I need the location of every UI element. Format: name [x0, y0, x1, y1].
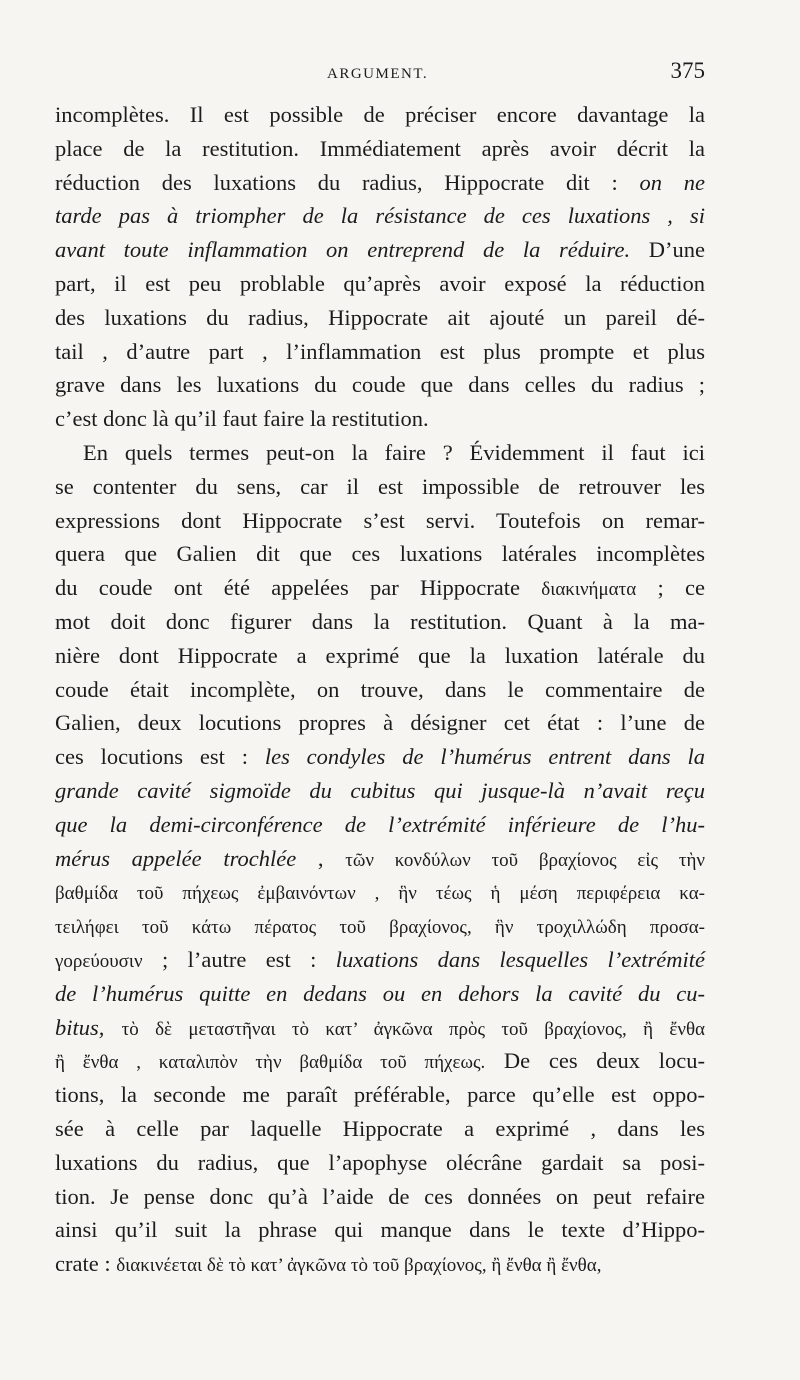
- greek-text: διακινήματα: [541, 579, 637, 601]
- text-segment: luxations du radius, que l’apophyse olécrâne gardait sa posi-: [55, 1149, 705, 1175]
- text-line: [55, 1146, 705, 1180]
- italic-text: on ne: [639, 169, 705, 195]
- text-line: [55, 1011, 705, 1045]
- text-line: [55, 1078, 705, 1112]
- text-segment: En quels termes peut-on la faire ? Évidemment il faut ici: [83, 439, 705, 465]
- text-line: [55, 571, 705, 605]
- text-line: [55, 909, 705, 943]
- text-line: [55, 470, 705, 504]
- text-line: [55, 1112, 705, 1146]
- text-segment: mot doit donc figurer dans la restitution. Quant à la ma-: [55, 608, 705, 634]
- text-line: [55, 740, 705, 774]
- text-segment: ; l’autre est :: [142, 946, 336, 972]
- text-segment: incomplètes. Il est possible de préciser encore davantage la: [55, 102, 705, 127]
- italic-text: tarde pas à triompher de la résistance de ces luxations , si: [55, 203, 705, 229]
- italic-text: luxations dans lesquelles l’extrémité: [335, 946, 705, 972]
- text-line: [55, 808, 705, 842]
- running-head-title: ARGUMENT.: [327, 66, 429, 82]
- text-line: [55, 267, 705, 301]
- greek-text: βαθμίδα τοῦ πήχεως ἐμβαινόντων , ἣν τέως ἡ μέση περιφέρεια κα-: [55, 883, 705, 905]
- text-line: [55, 943, 705, 977]
- text-segment: ainsi qu’il suit la phrase qui manque dans le texte d’Hippo-: [55, 1217, 705, 1243]
- text-line: [55, 977, 705, 1011]
- text-segment: des luxations du radius, Hippocrate ait ajouté un pareil dé-: [55, 304, 705, 330]
- text-segment: réduction des luxations du radius, Hippocrate dit :: [55, 169, 640, 195]
- text-segment: du coude ont été appelées par Hippocrate: [55, 575, 542, 601]
- text-segment: expressions dont Hippocrate s’est servi. Toutefois on remar-: [55, 507, 705, 533]
- text-line: [55, 673, 705, 707]
- text-line: [55, 842, 705, 876]
- text-segment: quera que Galien dit que ces luxations latérales incomplètes: [55, 541, 705, 567]
- text-segment: place de la restitution. Immédiatement après avoir décrit la: [55, 135, 705, 161]
- text-line: [55, 639, 705, 673]
- greek-text: γορεύουσιν: [55, 950, 143, 972]
- text-line: [55, 1044, 705, 1078]
- text-segment: tions, la seconde me paraît préférable, parce qu’elle est oppo-: [55, 1082, 705, 1108]
- greek-text: τὸ δὲ μεταστῆναι τὸ κατ’ ἀγκῶνα πρὸς τοῦ βραχίονος, ἢ ἔνθα: [121, 1018, 705, 1040]
- text-segment: tion. Je pense donc qu’à l’aide de ces données on peut refaire: [55, 1183, 705, 1209]
- text-segment: ,: [296, 845, 346, 871]
- text-segment: sée à celle par laquelle Hippocrate a exprimé , dans les: [55, 1115, 705, 1141]
- italic-text: bitus,: [55, 1014, 105, 1040]
- text-line: [55, 98, 705, 132]
- text-line: [55, 301, 705, 335]
- text-segment: De ces deux locu-: [485, 1048, 705, 1074]
- italic-text: les condyles de l’humérus entrent dans la: [264, 744, 705, 770]
- text-segment: ; ce: [636, 575, 705, 601]
- text-line: [55, 875, 705, 909]
- greek-text: τῶν κονδύλων τοῦ βραχίονος εἰς τὴν: [345, 849, 706, 871]
- greek-text: τειλήφει τοῦ κάτω πέρατος τοῦ βραχίονος, ἣν τροχιλλώδη προσα-: [55, 917, 705, 939]
- text-line: [55, 166, 705, 200]
- text-segment: crate :: [55, 1251, 117, 1277]
- italic-text: grande cavité sigmoïde du cubitus qui jusque-là n’avait reçu: [55, 777, 705, 803]
- greek-text: ἢ ἔνθα , καταλιπὸν τὴν βαθμίδα τοῦ πήχεως.: [55, 1052, 486, 1074]
- text-segment: D’une: [630, 237, 705, 263]
- paragraph: [55, 98, 705, 436]
- text-line: [55, 605, 705, 639]
- text-line: [55, 1247, 705, 1281]
- italic-text: avant toute inflammation on entreprend de la réduire.: [55, 237, 631, 263]
- text-line: [55, 1213, 705, 1247]
- text-segment: coude était incomplète, on trouve, dans le commentaire de: [55, 676, 705, 702]
- text-line: [55, 335, 705, 369]
- text-segment: ces locutions est :: [55, 744, 265, 770]
- page-number: 375: [670, 58, 705, 83]
- greek-text: διακινέεται δὲ τὸ κατ’ ἀγκῶνα τὸ τοῦ βραχίονος, ἢ ἔνθα ἢ ἔνθα,: [116, 1255, 602, 1277]
- paragraph: [55, 436, 705, 1281]
- text-line: [55, 436, 705, 470]
- text-segment: grave dans les luxations du coude que dans celles du radius ;: [55, 372, 705, 398]
- text-line: [55, 368, 705, 402]
- text-line: [55, 1180, 705, 1214]
- text-line: [55, 199, 705, 233]
- text-segment: se contenter du sens, car il est impossible de retrouver les: [55, 473, 705, 499]
- text-segment: c’est donc là qu’il faut faire la restitution.: [55, 406, 429, 432]
- text-segment: part, il est peu problable qu’après avoir exposé la réduction: [55, 270, 705, 296]
- italic-text: mérus appelée trochlée: [55, 845, 297, 871]
- text-line: [55, 132, 705, 166]
- text-segment: Galien, deux locutions propres à désigner cet état : l’une de: [55, 710, 705, 736]
- running-head: [55, 58, 705, 98]
- italic-text: que la demi-circonférence de l’extrémité inférieure de l’hu-: [55, 811, 705, 837]
- body-text: [55, 98, 705, 1281]
- text-line: [55, 537, 705, 571]
- text-line: [55, 233, 705, 267]
- text-line: [55, 774, 705, 808]
- text-segment: [104, 1015, 121, 1040]
- text-line: [55, 504, 705, 538]
- text-line: [55, 706, 705, 740]
- italic-text: de l’humérus quitte en dedans ou en dehors la cavité du cu-: [55, 980, 705, 1006]
- text-segment: tail , d’autre part , l’inflammation est plus prompte et plus: [55, 338, 705, 364]
- text-segment: nière dont Hippocrate a exprimé que la luxation latérale du: [55, 642, 705, 668]
- text-line: [55, 402, 705, 436]
